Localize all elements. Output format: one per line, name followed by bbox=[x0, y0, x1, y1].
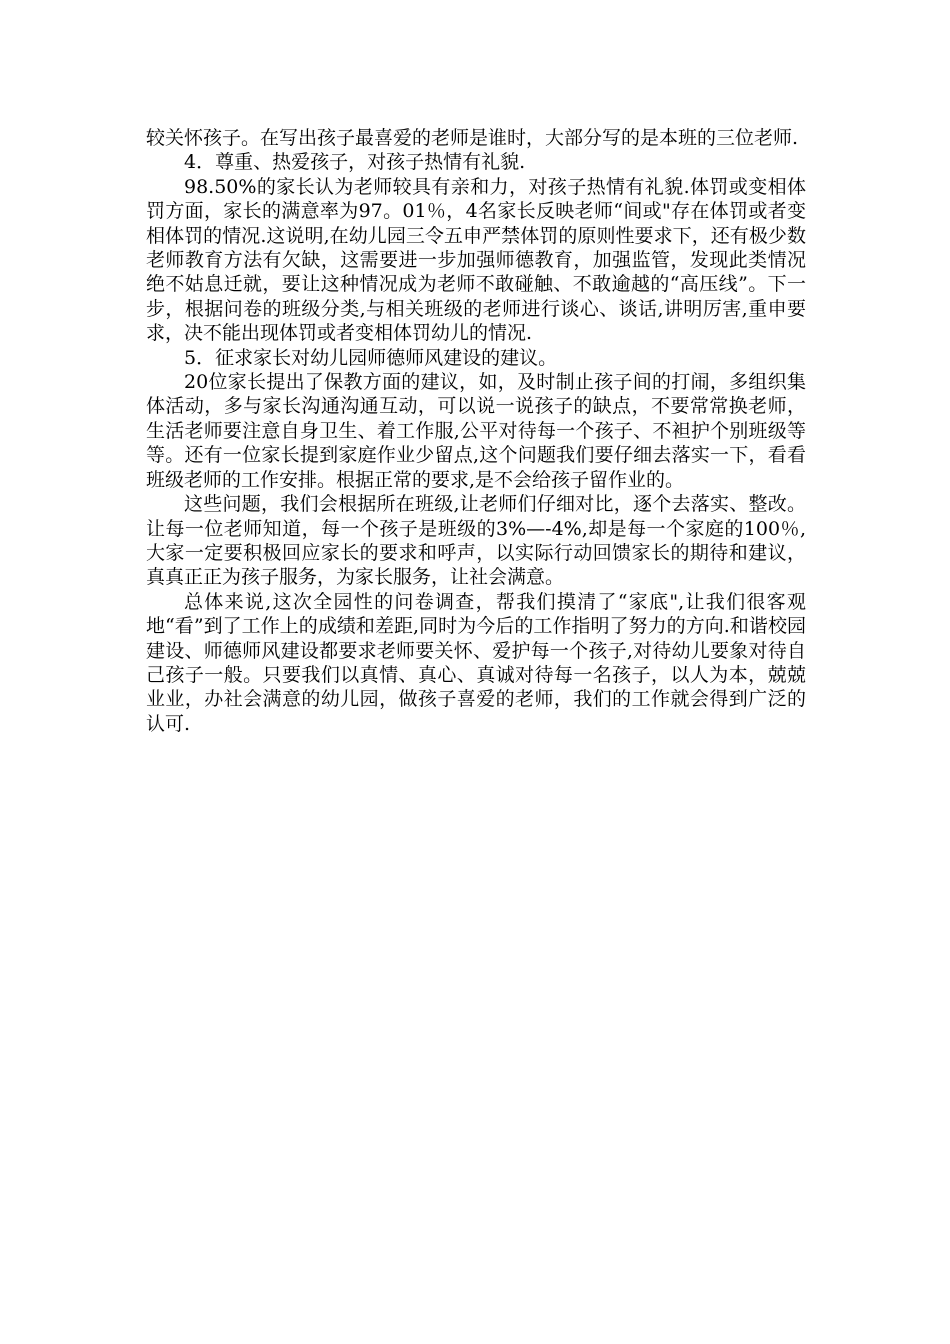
paragraph-suggestions: 20位家长提出了保教方面的建议，如，及时制止孩子间的打闹，多组织集体活动，多与家长沟通沟通互动，可以说一说孩子的缺点，不要常常换老师，生活老师要注意自身卫生、着工作服,公平对待每一个孩子、不袒护个别班级等等。还有一位家长提到家庭作业少留点,这个问题我们要仔细去落实一下，看看班级老师的工作安排。根据正常的要求,是不会给孩子留作业的。 bbox=[146, 371, 806, 491]
section-heading-5: 5．征求家长对幼儿园师德师风建设的建议。 bbox=[184, 346, 558, 369]
section-heading-4: 4．尊重、热爱孩子，对孩子热情有礼貌. bbox=[184, 151, 526, 174]
document-body bbox=[146, 126, 806, 736]
paragraph-rectification: 这些问题，我们会根据所在班级,让老师们仔细对比，逐个去落实、整改。让每一位老师知道，每一个孩子是班级的3%—-4%,却是每一个家庭的100％,大家一定要积极回应家长的要求和呼声，以实际行动回馈家长的期待和建议，真真正正为孩子服务，为家长服务，让社会满意。 bbox=[146, 493, 806, 589]
paragraph-conclusion: 总体来说,这次全园性的问卷调查，帮我们摸清了“家底",让我们很客观地“看”到了工作上的成绩和差距,同时为今后的工作指明了努力的方向.和谐校园建设、师德师风建设都要求老师要关怀、爱护每一个孩子,对待幼儿要象对待自己孩子一般。只要我们以真情、真心、真诚对待每一名孩子，以人为本，兢兢业业，办社会满意的幼儿园，做孩子喜爱的老师，我们的工作就会得到广泛的认可. bbox=[146, 590, 806, 735]
paragraph-continuation: 较关怀孩子。在写出孩子最喜爱的老师是谁时，大部分写的是本班的三位老师. bbox=[146, 127, 799, 149]
paragraph-punishment: 98.50%的家长认为老师较具有亲和力，对孩子热情有礼貌.体罚或变相体罚方面，家长的满意率为97。01％，4名家长反映老师“间或"存在体罚或者变相体罚的情况.这说明,在幼儿园三令五申严禁体罚的原则性要求下，还有极少数老师教育方法有欠缺，这需要进一步加强师德教育，加强监管，发现此类情况绝不姑息迁就，要让这种情况成为老师不敢碰触、不敢逾越的“高压线”。下一步，根据问卷的班级分类,与相关班级的老师进行谈心、谈话,讲明厉害,重申要求，决不能出现体罚或者变相体罚幼儿的情况. bbox=[146, 175, 806, 345]
